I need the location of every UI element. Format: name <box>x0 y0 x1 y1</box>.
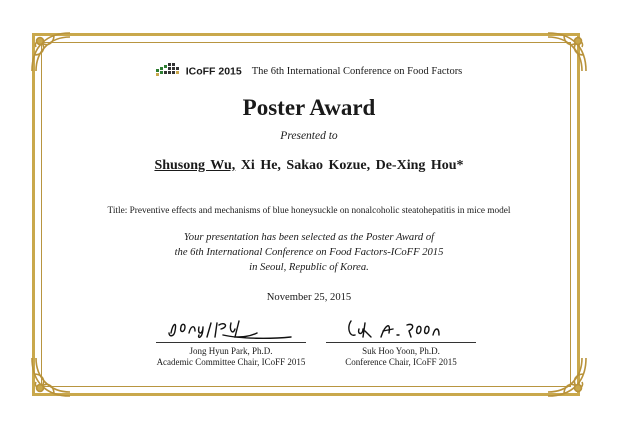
signature-block-left <box>146 315 316 368</box>
ornament-corner-bottom-right <box>544 354 590 400</box>
signature-line-left <box>156 342 306 343</box>
award-statement <box>0 230 618 275</box>
award-title: Poster Award <box>242 95 376 120</box>
signature-line-right <box>326 342 476 343</box>
logo-text: ICoFF 2015 <box>185 65 242 78</box>
paper-title: Title: Preventive effects and mechanisms of blue honeysuckle on nonalcoholic steatohepatitis in mice model <box>107 206 511 216</box>
ornament-corner-bottom-left <box>28 354 74 400</box>
presented-to: Presented to <box>280 130 338 142</box>
signer-name-left: Jong Hyun Park, Ph.D. <box>189 346 273 356</box>
signature-block-right <box>316 315 486 368</box>
conference-logo-icon <box>156 63 182 80</box>
conference-name: The 6th International Conference on Food Factors <box>251 66 463 77</box>
signer-role-right: Conference Chair, ICoFF 2015 <box>345 357 457 367</box>
handwritten-signature-right <box>331 315 471 341</box>
co-authors: Xi He, Sakao Kozue, De-Xing Hou* <box>240 158 464 173</box>
signer-name-right: Suk Hoo Yoon, Ph.D. <box>362 346 440 356</box>
conference-header <box>0 63 618 80</box>
statement-line-2: the 6th International Conference on Food Factors-ICoFF 2015 <box>174 247 444 258</box>
signer-role-left: Academic Committee Chair, ICoFF 2015 <box>156 357 306 367</box>
handwritten-signature-left <box>161 315 301 341</box>
statement-line-1: Your presentation has been selected as the Poster Award of <box>183 232 435 243</box>
statement-line-3: in Seoul, Republic of Korea. <box>249 262 369 273</box>
first-author: Shusong Wu, <box>154 158 236 173</box>
author-list <box>0 158 618 174</box>
award-date: November 25, 2015 <box>266 292 352 303</box>
